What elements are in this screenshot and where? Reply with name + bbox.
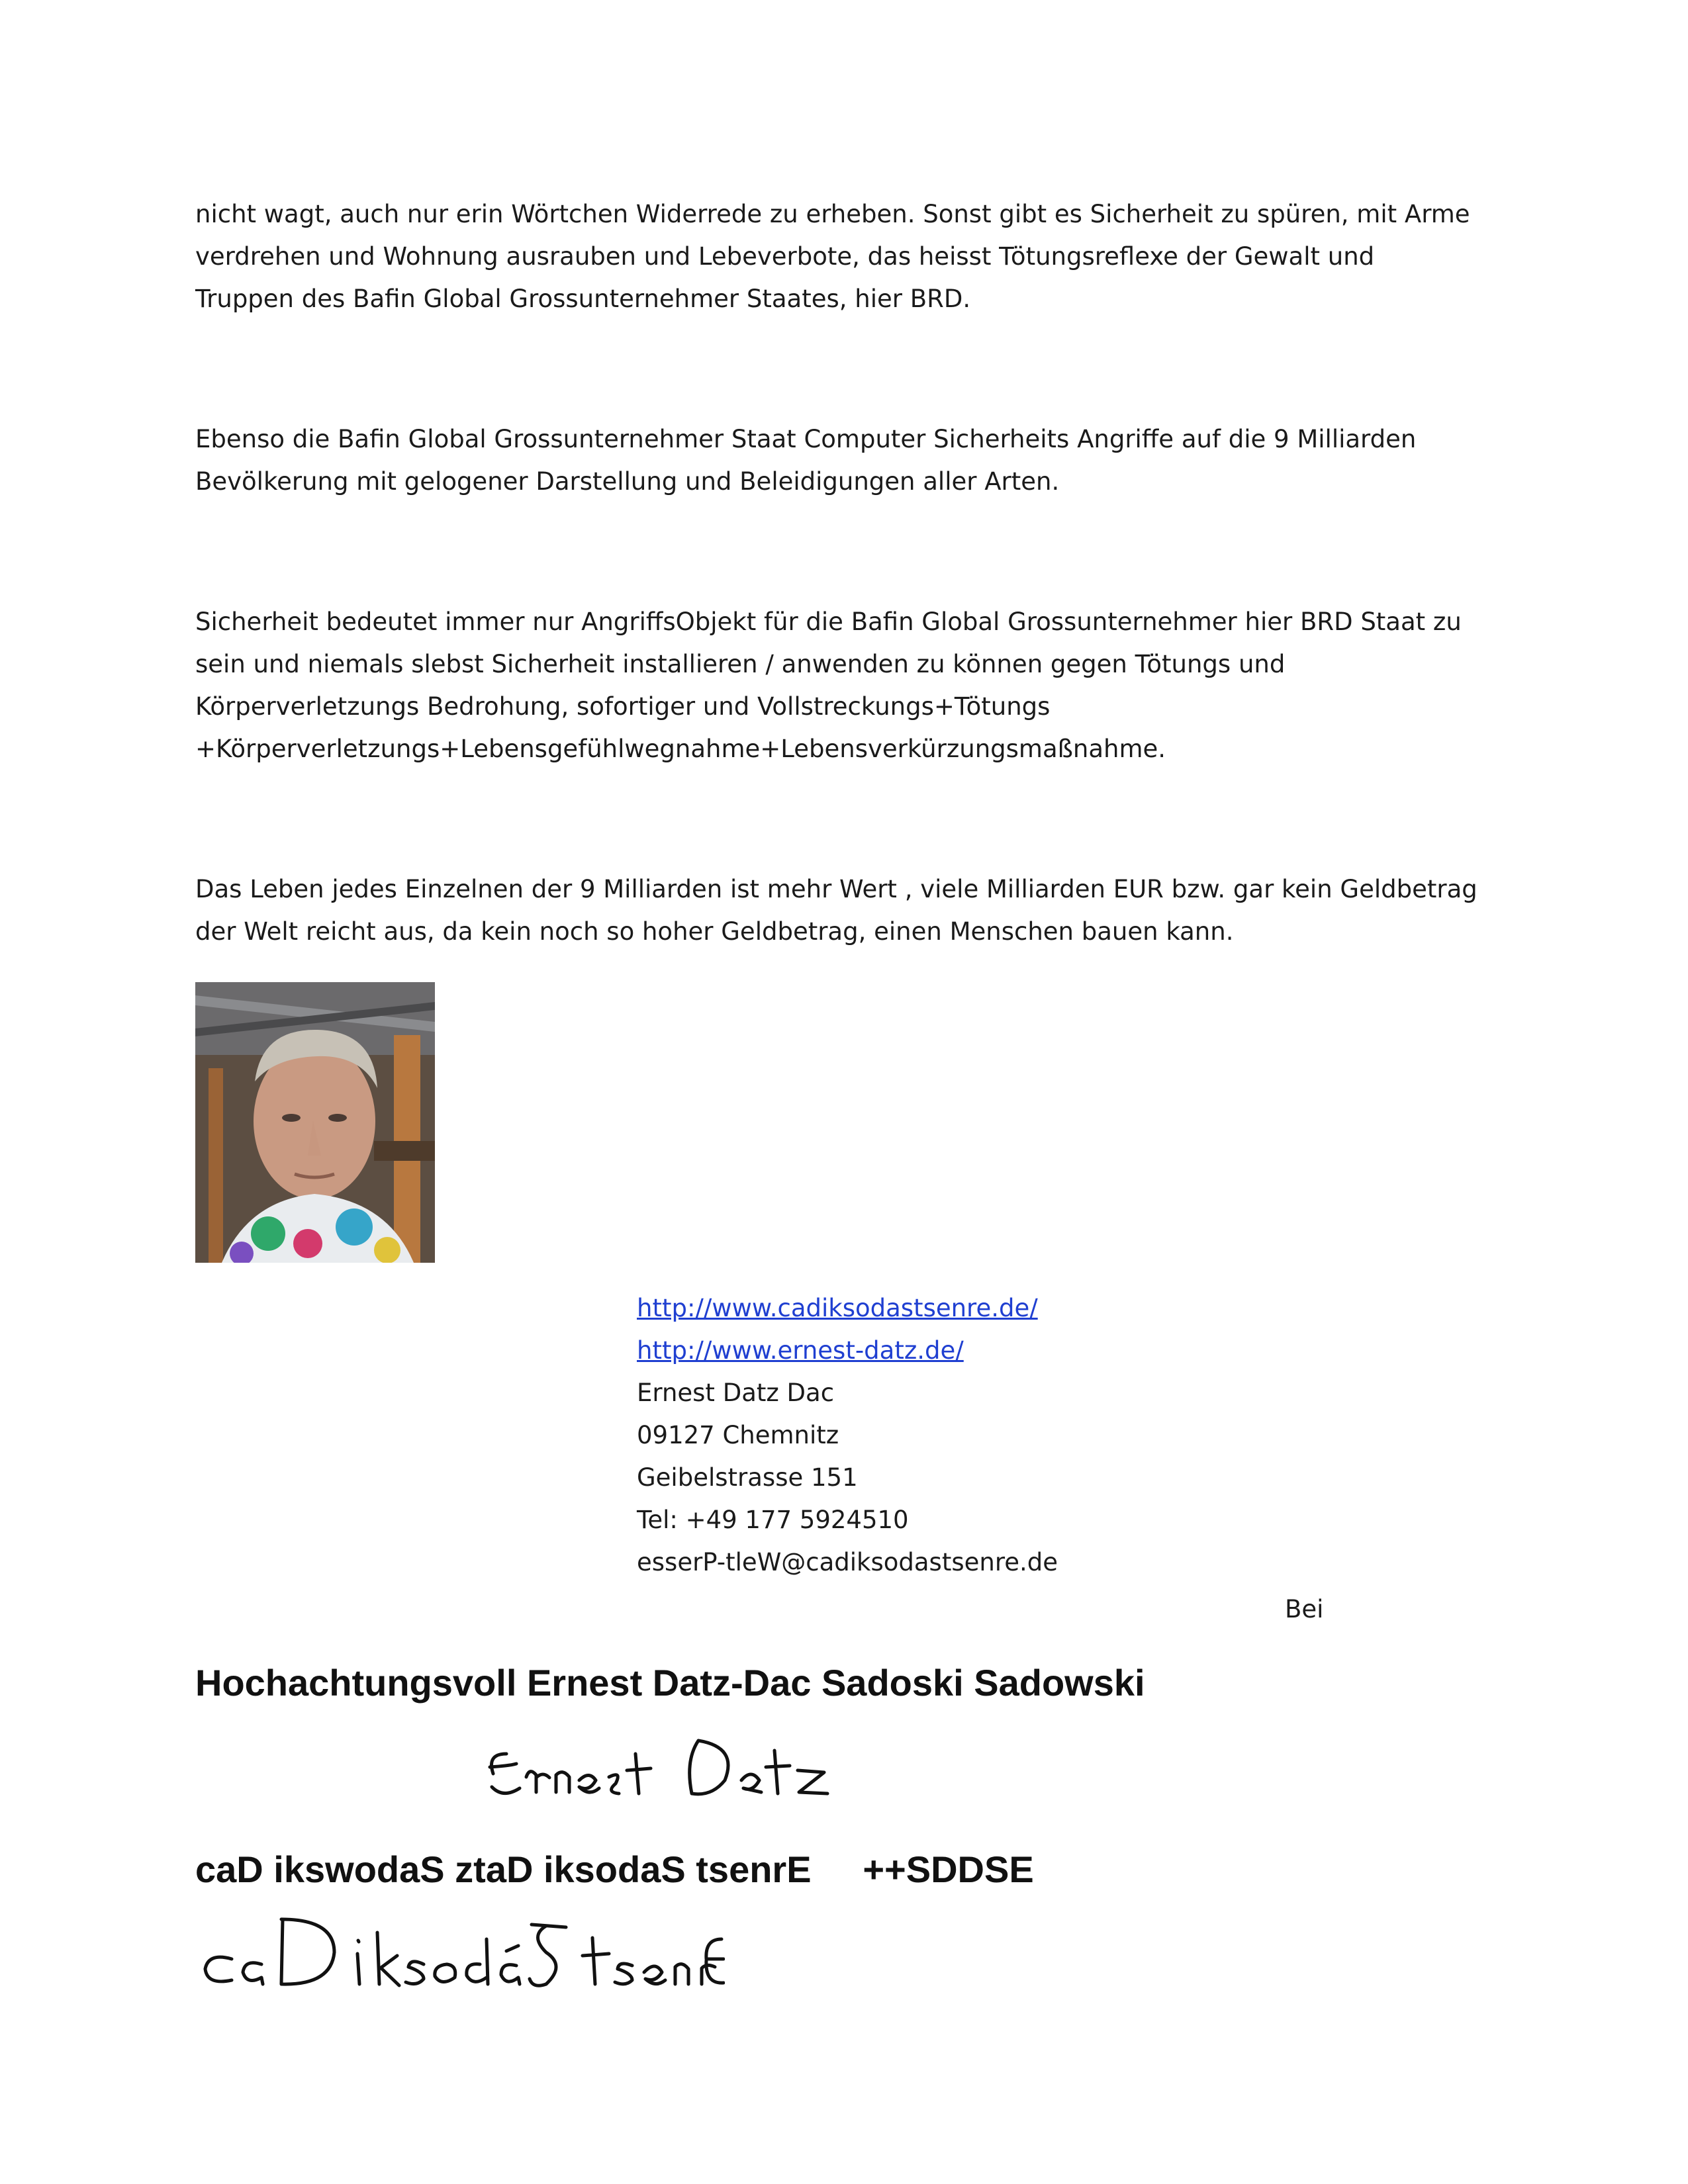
closing-reversed-line: caD ikswodaS ztaD iksodaS tsenrE ++SDDSE xyxy=(195,1848,1034,1890)
portrait-photo xyxy=(195,982,435,1263)
website-link-2[interactable]: http://www.ernest-datz.de/ xyxy=(637,1336,964,1365)
paragraph-line: Bevölkerung mit gelogener Darstellung und Beleidigungen aller Arten. xyxy=(195,467,1060,496)
contact-name: Ernest Datz Dac xyxy=(637,1379,835,1407)
paragraph-line: Ebenso die Bafin Global Grossunternehmer Staat Computer Sicherheits Angriffe auf die 9 Milliarden xyxy=(195,425,1417,453)
paragraph-line: verdrehen und Wohnung ausrauben und Lebeverbote, das heisst Tötungsreflexe der Gewalt und xyxy=(195,242,1375,271)
paragraph-4 xyxy=(195,868,1506,953)
portrait-illustration xyxy=(195,982,435,1263)
contact-city: 09127 Chemnitz xyxy=(637,1421,839,1449)
paragraph-line: der Welt reicht aus, da kein noch so hoher Geldbetrag, einen Menschen bauen kann. xyxy=(195,917,1234,946)
signature-2 xyxy=(195,1906,725,1992)
contact-block xyxy=(637,1287,1058,1584)
paragraph-2 xyxy=(195,418,1506,503)
paragraph-1 xyxy=(195,193,1506,320)
website-link-1[interactable]: http://www.cadiksodastsenre.de/ xyxy=(637,1294,1038,1322)
closing-line: Hochachtungsvoll Ernest Datz-Dac Sadoski Sadowski xyxy=(195,1662,1145,1704)
paragraph-line: nicht wagt, auch nur erin Wörtchen Widerrede zu erheben. Sonst gibt es Sicherheit zu spüren, mit Arme xyxy=(195,200,1470,228)
signature-1 xyxy=(480,1714,837,1807)
paragraph-line: +Körperverletzungs+Lebensgefühlwegnahme+Lebensverkürzungsmaßnahme. xyxy=(195,735,1166,763)
contact-street: Geibelstrasse 151 xyxy=(637,1463,858,1492)
paragraph-line: Das Leben jedes Einzelnen der 9 Milliarden ist mehr Wert , viele Milliarden EUR bzw. gar kein Geldbetrag xyxy=(195,875,1477,903)
contact-email: esserP-tleW@cadiksodastsenre.de xyxy=(637,1548,1058,1576)
bei-text: Bei xyxy=(1285,1595,1324,1623)
paragraph-3 xyxy=(195,601,1506,770)
paragraph-line: Sicherheit bedeutet immer nur AngriffsObjekt für die Bafin Global Grossunternehmer hier BRD Staat zu xyxy=(195,608,1462,636)
paragraph-line: Körperverletzungs Bedrohung, sofortiger und Vollstreckungs+Tötungs xyxy=(195,692,1051,721)
paragraph-line: sein und niemals slebst Sicherheit installieren / anwenden zu können gegen Tötungs und xyxy=(195,650,1286,678)
contact-phone: Tel: +49 177 5924510 xyxy=(637,1506,909,1534)
paragraph-line: Truppen des Bafin Global Grossunternehmer Staates, hier BRD. xyxy=(195,285,971,313)
